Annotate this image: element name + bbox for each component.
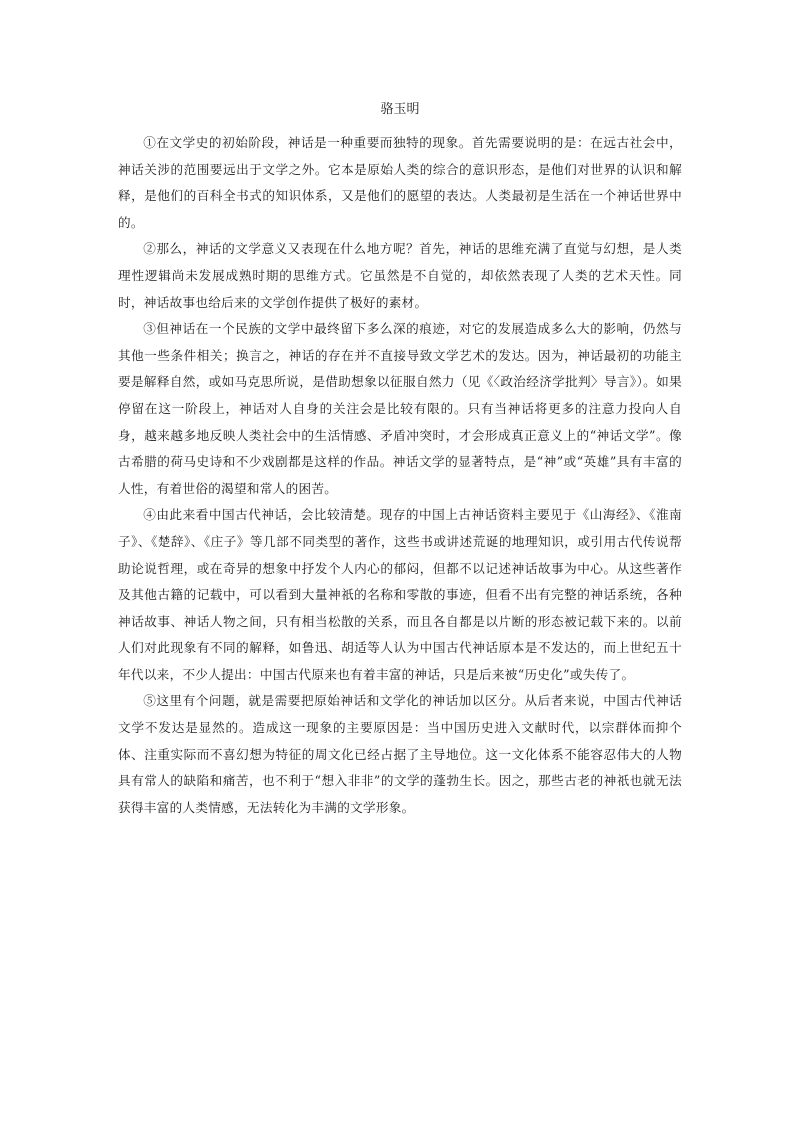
article-body <box>118 130 682 821</box>
author-name: 骆玉明 <box>380 102 420 117</box>
paragraph-2: ②那么，神话的文学意义又表现在什么地方呢？首先，神话的思维充满了直觉与幻想，是人类理性逻辑尚未发展成熟时期的思维方式。它虽然是不自觉的，却依然表现了人类的艺术天性。同时，神话故事也给后来的文学创作提供了极好的素材。 <box>118 241 682 310</box>
paragraph-4: ④由此来看中国古代神话，会比较清楚。现存的中国上古神话资料主要见于《山海经》、《淮南子》、《楚辞》、《庄子》等几部不同类型的著作，这些书或讲述荒诞的地理知识，或引用古代传说帮助论说哲理，或在奇异的想象中抒发个人内心的郁闷，但都不以记述神话故事为中心。从这些著作及其他古籍的记载中，可以看到大量神祇的名称和零散的事迹，但看不出有完整的神话系统，各种神话故事、神话人物之间，只有相当松散的关系，而且各自都是以片断的形态被记载下来的。以前人们对此现象有不同的解释，如鲁迅、胡适等人认为中国古代神话原本是不发达的，而上世纪五十年代以来，不少人提出：中国古代原来也有着丰富的神话，只是后来被“历史化”或失传了。 <box>118 507 682 682</box>
paragraph-5: ⑤这里有个问题，就是需要把原始神话和文学化的神话加以区分。从后者来说，中国古代神话文学不发达是显然的。造成这一现象的主要原因是：当中国历史进入文献时代，以宗群体而抑个体、注重实际而不喜幻想为特征的周文化已经占据了主导地位。这一文化体系不能容忍伟大的人物具有常人的缺陷和痛苦，也不利于“想入非非”的文学的蓬勃生长。因之，那些古老的神祇也就无法获得丰富的人类情感，无法转化为丰满的文学形象。 <box>118 693 682 815</box>
paragraph-3: ③但神话在一个民族的文学中最终留下多么深的痕迹，对它的发展造成多么大的影响，仍然与其他一些条件相关；换言之，神话的存在并不直接导致文学艺术的发达。因为，神话最初的功能主要是解释自然，或如马克思所说，是借助想象以征服自然力（见《〈政治经济学批判〉导言》）。如果停留在这一阶段上，神话对人自身的关注会是比较有限的。只有当神话将更多的注意力投向人自身，越来越多地反映人类社会中的生活情感、矛盾冲突时，才会形成真正意义上的“神话文学”。像古希腊的荷马史诗和不少戏剧都是这样的作品。神话文学的显著特点，是“神”或“英雄”具有丰富的人性，有着世俗的渴望和常人的困苦。 <box>118 321 682 496</box>
paragraph-1: ①在文学史的初始阶段，神话是一种重要而独特的现象。首先需要说明的是：在远古社会中，神话关涉的范围要远出于文学之外。它本是原始人类的综合的意识形态，是他们对世界的认识和解释，是他们的百科全书式的知识体系，又是他们的愿望的表达。人类最初是生活在一个神话世界中的。 <box>118 135 682 230</box>
